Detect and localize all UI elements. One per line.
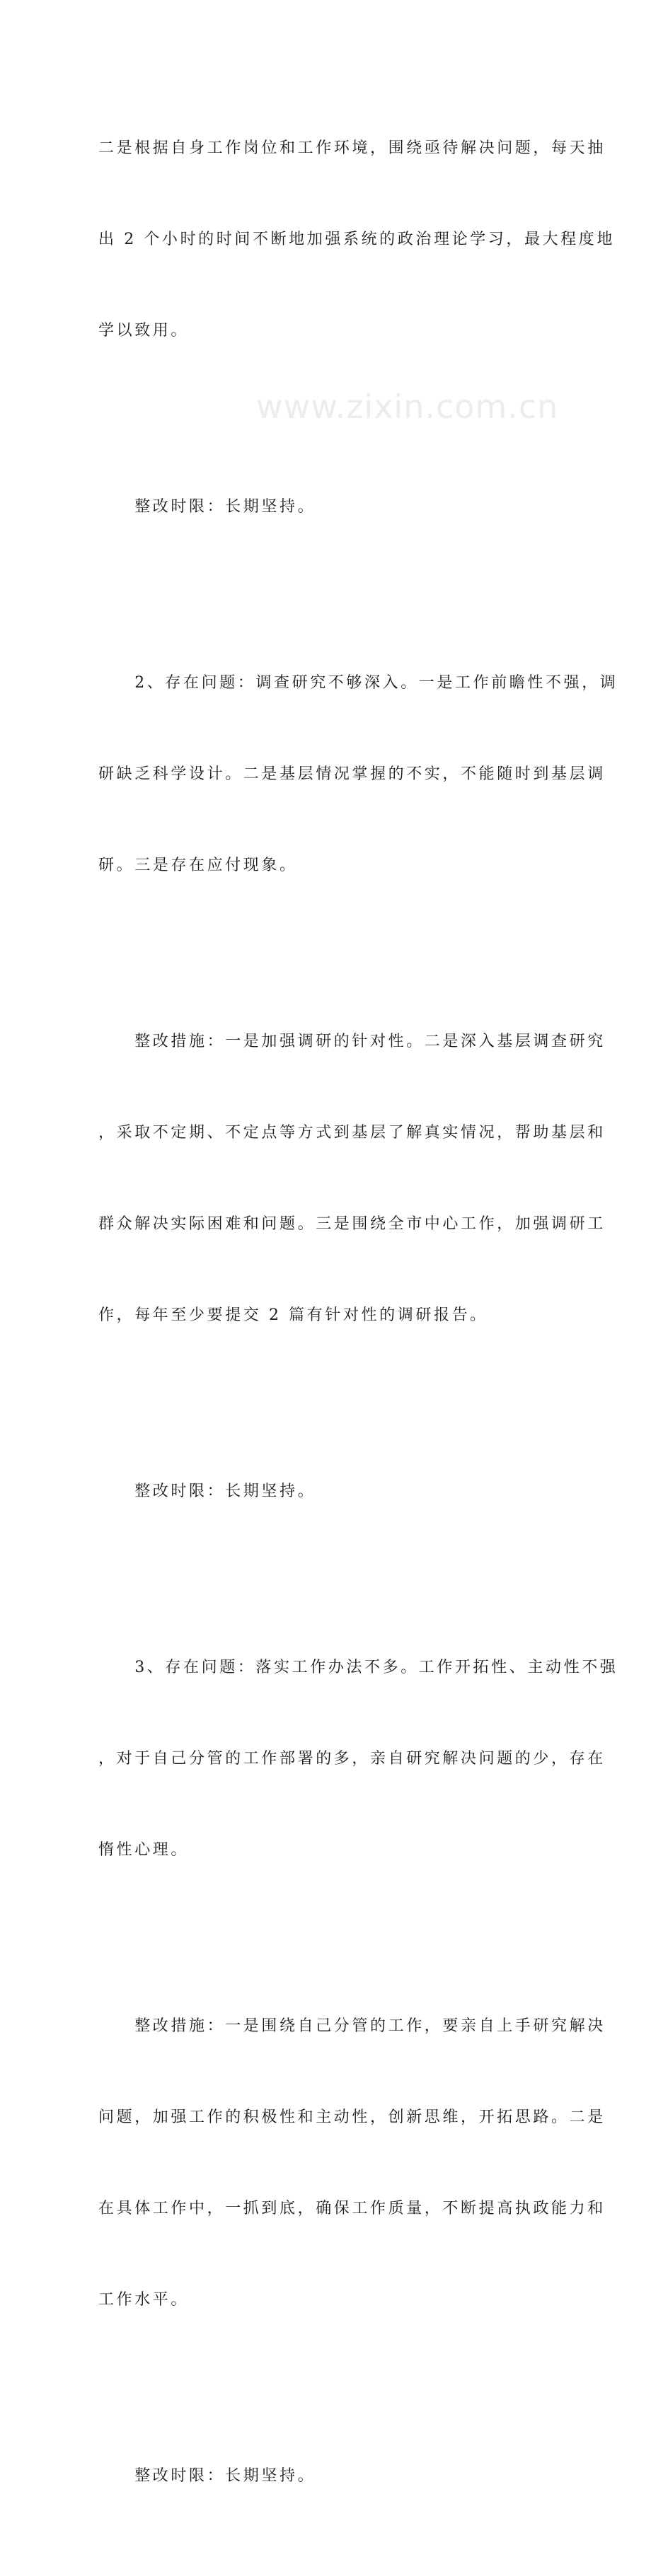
paragraph-problem-3 [98,1591,618,1926]
text-line: 3、存在问题：落实工作办法不多。工作开拓性、主动性不强 [98,1659,618,1676]
watermark: www.zixin.com.cn [256,388,559,426]
text-line: 工作水平。 [98,2291,190,2309]
paragraph-deadline-1 [98,431,558,583]
text-line: 研。三是存在应付现象。 [98,857,298,874]
text-line: 群众解决实际困难和问题。三是围绕全市中心工作，加强调研工 [98,1215,606,1233]
text-line: 出 2 个小时的时间不断地加强系统的政治理论学习，最大程度地 [98,231,615,248]
text-line: 问题，加强工作的积极性和主动性，创新思维，开拓思路。二是 [98,2108,606,2126]
text-line: 整改措施：一是加强调研的针对性。二是深入基层调查研究 [98,1033,606,1050]
text-line: 二是根据自身工作岗位和工作环境，围绕亟待解决问题，每天抽 [98,139,606,157]
paragraph-measures-3 [98,1950,606,2376]
text-line: 整改时限：长期坚持。 [98,1483,316,1500]
text-line: 作，每年至少要提交 2 篇有针对性的调研报告。 [98,1306,488,1324]
paragraph-deadline-2 [98,1415,558,1567]
text-line: 学以致用。 [98,322,190,340]
document-body [98,72,618,2576]
text-line: 2、存在问题：调查研究不够深入。一是工作前瞻性不强，调 [98,674,618,692]
paragraph-problem-2 [98,607,618,941]
paragraph-measures-2 [98,965,606,1391]
text-line: 整改时限：长期坚持。 [98,2467,316,2485]
text-line: 整改时限：长期坚持。 [98,498,316,516]
text-line: 整改措施：一是围绕自己分管的工作，要亲自上手研究解决 [98,2017,606,2035]
text-line: 在具体工作中，一抓到底，确保工作质量，不断提高执政能力和 [98,2200,606,2217]
text-line: 惰性心理。 [98,1841,190,1859]
text-line: ，对于自己分管的工作部署的多，亲自研究解决问题的少，存在 [98,1750,606,1768]
text-line: ，采取不定期、不定点等方式到基层了解真实情况，帮助基层和 [98,1124,606,1142]
text-line: 研缺乏科学设计。二是基层情况掌握的不实，不能随时到基层调 [98,765,606,783]
paragraph-deadline-3 [98,2400,558,2552]
